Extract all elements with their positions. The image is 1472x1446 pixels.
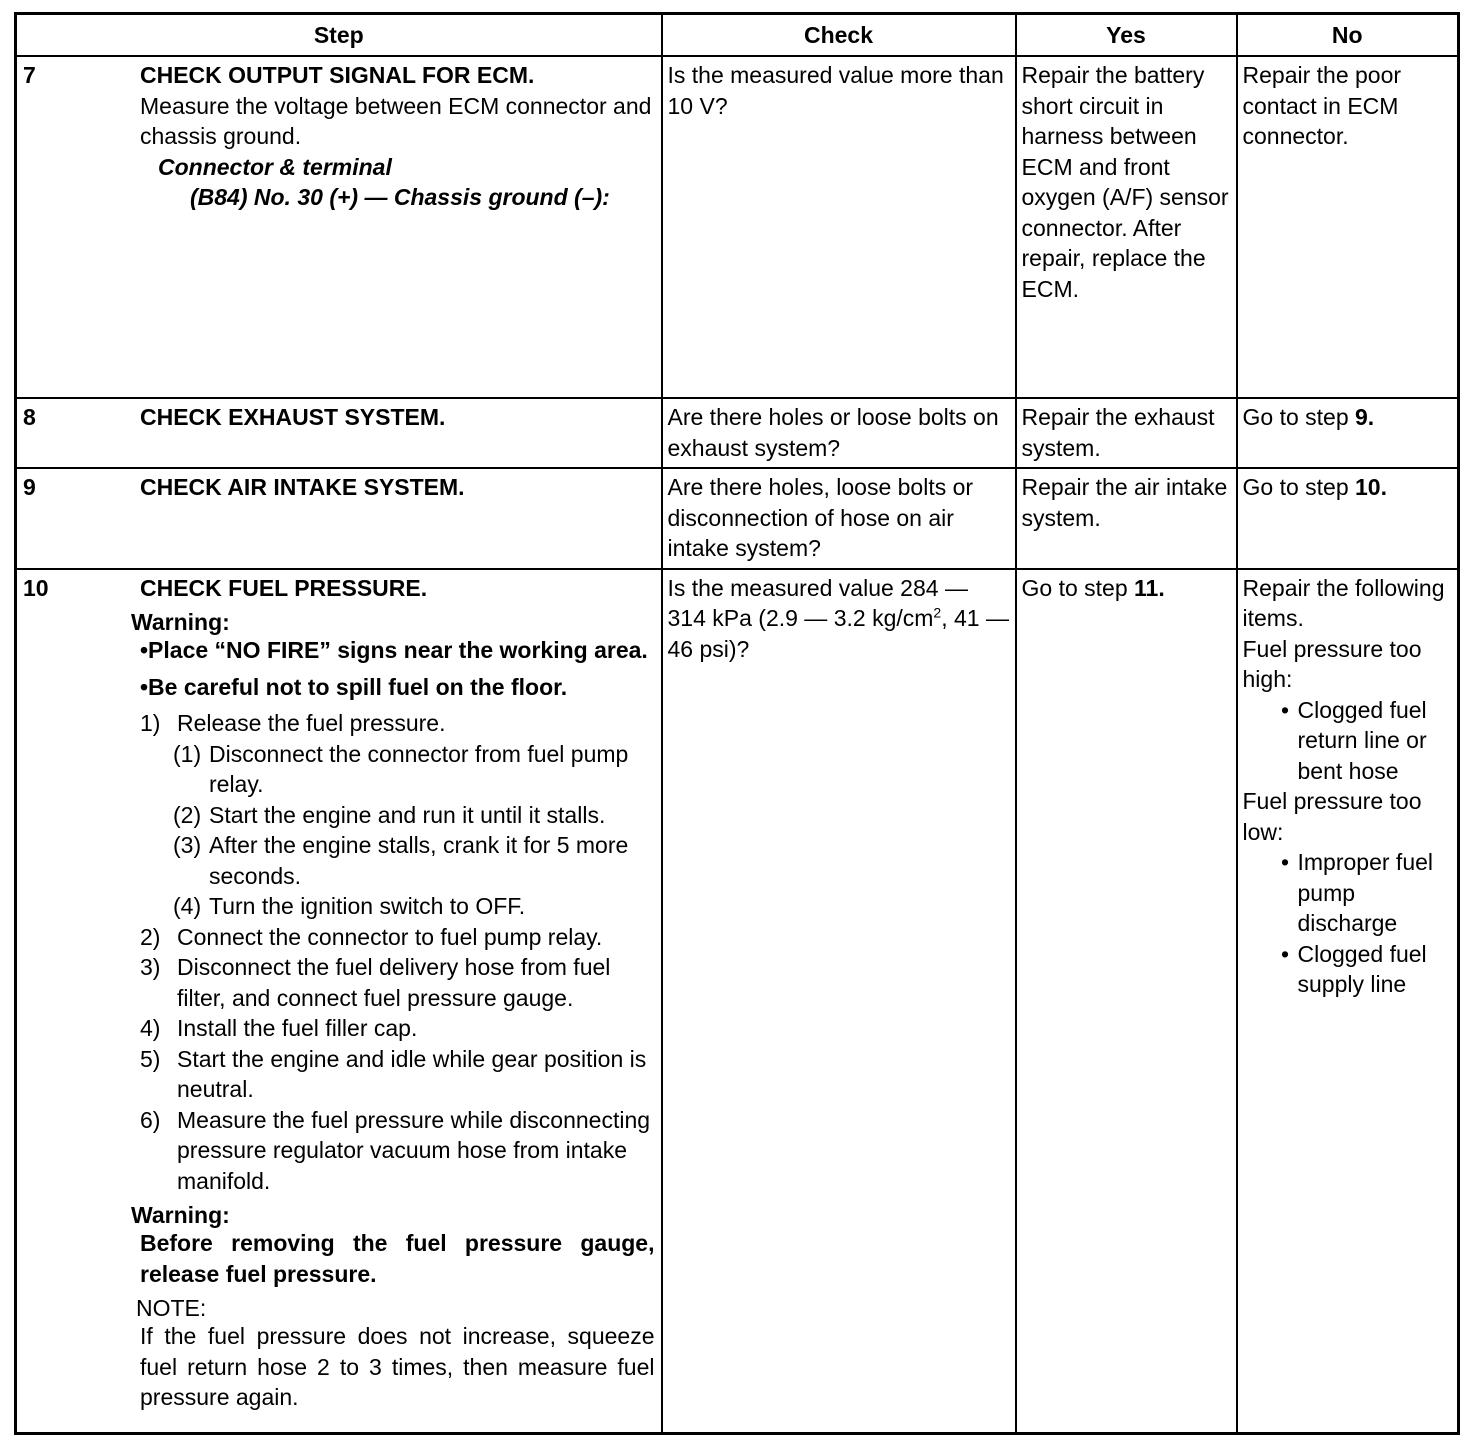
procedure-step-number: 6) [140,1106,161,1133]
list-item [1243,695,1453,787]
list-item-text: Clogged fuel supply line [1297,940,1427,997]
no-cell [1237,398,1459,468]
warning-line: •Place “NO FIRE” signs near the working area. [140,637,648,663]
procedure-step-number: 4) [140,1015,161,1041]
check-text: Are there holes, loose bolts or disconnection of hose on air intake system? [667,474,974,561]
list-item [1243,939,1453,1000]
bullet-icon: • [1280,696,1290,723]
list-item-text: Improper fuel pump discharge [1297,849,1434,936]
yes-cell [1016,569,1237,1434]
substep-text: Start the engine and run it until it stalls. [209,801,606,828]
table-row [16,468,1459,569]
step-title: CHECK FUEL PRESSURE. [140,574,428,601]
yes-text: Go to step [1021,574,1135,601]
yes-text: Repair the battery short circuit in harness between ECM and front oxygen (A/F) sensor connector. After repair, replace the ECM. [1021,62,1229,302]
check-cell [662,468,1016,569]
header-row [16,14,1459,57]
yes-cell [1016,56,1237,398]
procedure-step-text: Connect the connector to fuel pump relay. [177,923,603,950]
procedure-step [140,1013,655,1044]
header-yes: Yes [1016,14,1237,57]
procedure-step-number: 3) [140,954,161,980]
bullet-icon: • [1280,940,1290,967]
procedure-step [140,1044,655,1105]
step-cell [16,56,662,398]
procedure-substep [140,739,655,800]
step-number: 10 [23,574,49,601]
next-step-ref: 9. [1355,404,1375,430]
procedure-step [140,922,655,953]
yes-cell [1016,398,1237,468]
substep-number: (2) [173,801,202,828]
procedure-step-text: Release the fuel pressure. [177,710,446,736]
list-item-text: Clogged fuel return line or bent hose [1297,696,1427,784]
substep-text: Disconnect the connector from fuel pump relay. [209,740,629,797]
check-text-cont: , 41 — 46 psi)? [667,605,1009,662]
procedure-step-number: 1) [140,710,161,736]
bullet-icon: • [1280,849,1290,875]
check-text: Are there holes or loose bolts on exhaust system? [667,404,999,461]
superscript: 2 [933,604,942,621]
header-no: No [1237,14,1459,57]
step-title: CHECK OUTPUT SIGNAL FOR ECM. [140,62,535,88]
check-text: Is the measured value more than 10 V? [667,62,1004,119]
procedure-step-number: 5) [140,1045,161,1072]
warning-line: •Be careful not to spill fuel on the floor. [140,673,568,700]
procedure-step-text: Install the fuel filler cap. [177,1015,418,1041]
procedure-step-number: 2) [140,923,161,950]
procedure-step-text: Measure the fuel pressure while disconnecting pressure regulator vacuum hose from intake manifold. [177,1106,651,1194]
no-cell [1237,468,1459,569]
procedure-list [140,708,655,1196]
procedure-step [140,952,655,1013]
header-check: Check [662,14,1016,57]
no-high-heading: Fuel pressure too high: [1242,635,1422,692]
step-cell [16,569,662,1434]
substep-text: Turn the ignition switch to OFF. [209,893,526,919]
diagnostic-table [14,12,1460,1435]
yes-text: Repair the air intake system. [1021,474,1228,531]
step-title: CHECK AIR INTAKE SYSTEM. [140,474,465,500]
procedure-step [140,1105,655,1197]
step-cell [16,468,662,569]
no-cell [1237,56,1459,398]
note-heading: NOTE: [136,1295,207,1321]
substep-number: (4) [173,893,202,919]
connector-terminal-label: Connector & terminal [158,153,392,180]
warning-heading: Warning: [131,609,230,635]
check-cell [662,56,1016,398]
check-cell [662,398,1016,468]
procedure-step [140,708,655,739]
table-row [16,569,1459,1434]
no-text: Repair the poor contact in ECM connector. [1242,62,1402,149]
step-number: 9 [23,474,36,500]
yes-cell [1016,468,1237,569]
step-cell [16,398,662,468]
step-number: 7 [23,62,36,88]
connector-terminal-value: (B84) No. 30 (+) — Chassis ground (–): [190,184,610,210]
procedure-substep [140,830,655,891]
header-step: Step [16,14,662,57]
step-description: Measure the voltage between ECM connector and chassis ground. [140,92,652,149]
procedure-substep [140,891,655,922]
step-number: 8 [23,404,36,430]
next-step-ref: 10. [1355,474,1387,500]
procedure-step-text: Start the engine and idle while gear position is neutral. [177,1045,647,1102]
yes-text: Repair the exhaust system. [1021,404,1215,461]
no-intro: Repair the following items. [1242,574,1445,631]
substep-number: (3) [173,832,202,858]
no-text: Go to step [1242,474,1356,500]
warning-heading: Warning: [131,1202,230,1228]
check-cell [662,569,1016,1434]
no-low-heading: Fuel pressure too low: [1242,788,1422,845]
procedure-substep [140,800,655,831]
note-text: If the fuel pressure does not increase, squeeze fuel return hose 2 to 3 times, then measure fuel pressure again. [140,1323,655,1410]
substep-number: (1) [173,740,202,767]
next-step-ref: 11. [1134,574,1165,601]
no-cell [1237,569,1459,1434]
substep-text: After the engine stalls, crank it for 5 more seconds. [209,832,629,889]
list-item [1243,847,1453,939]
check-text: Is the measured value 284 — 314 kPa (2.9 — 3.2 kg/cm [667,574,968,631]
procedure-step-text: Disconnect the fuel delivery hose from fuel filter, and connect fuel pressure gauge. [177,954,611,1011]
no-text: Go to step [1242,404,1356,430]
table-row [16,56,1459,398]
step-title: CHECK EXHAUST SYSTEM. [140,404,446,430]
warning-text: Before removing the fuel pressure gauge, release fuel pressure. [140,1230,655,1287]
table-row [16,398,1459,468]
